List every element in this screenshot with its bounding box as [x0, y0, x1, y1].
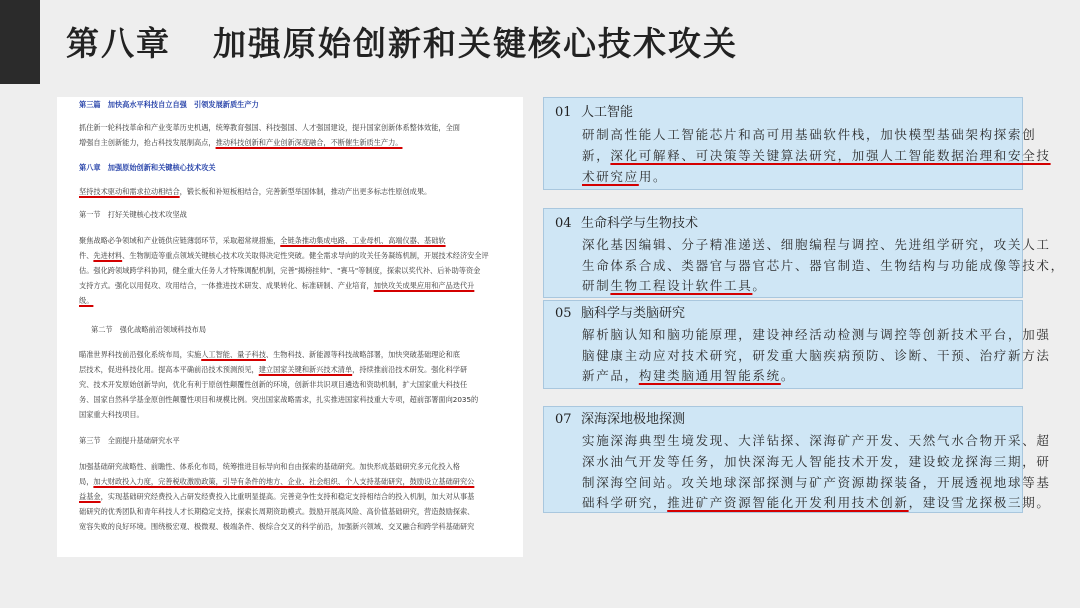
part-heading: 第三篇 加快高水平科技自立自强 引领发展新质生产力	[79, 100, 259, 109]
underline-highlight: 生物工程设计软件工具	[610, 278, 753, 293]
section-3-line-1: 加强基础研究战略性、前瞻性、体系化布局，统筹推进目标导向和自由探索的基础研究。加快形成基础研究多元化投入格	[79, 462, 460, 471]
underline-highlight: 建立国家关键和新兴技术清单	[258, 365, 353, 374]
underline-highlight: 级。	[79, 296, 94, 305]
underline-highlight: 加大财政投入力度，完善税收激励政策，引导有条件的地方、企业、社会组织、个人支持基础研究，鼓励设立基础研究公	[93, 477, 475, 486]
section-3-title: 第三节 全面提升基础研究水平	[79, 436, 180, 445]
panel-heading: 04 生命科学与生物技术	[555, 216, 699, 231]
title-accent-bar	[0, 0, 40, 84]
underline-highlight: 推动科技创新和产业创新深度融合，不断催生新质生产力。	[215, 138, 403, 147]
panel-line-3: 研制生物工程设计软件工具。	[582, 278, 767, 293]
chapter-title: 加强原始创新和关键核心技术攻关	[213, 24, 738, 63]
underline-highlight: 术研究应	[582, 169, 639, 184]
panel-artificial-intelligence	[543, 97, 1051, 190]
panel-heading: 01 人工智能	[555, 105, 634, 120]
section-2-line-3: 究、技术开发原始创新导向，优化有利于原创性颠覆性创新的环境，创新非共识项目遴选和资助机制，扩大国家重大科技任	[79, 380, 468, 389]
panel-line-1: 实施深海典型生境发现、大洋钻探、深海矿产开发、天然气水合物开采、超	[582, 433, 1051, 448]
underline-highlight: 全链条推动集成电路、工业母机、高端仪器、基础软	[280, 236, 446, 245]
slide-title	[66, 18, 738, 65]
section-2-title: 第二节 强化战略前沿领域科技布局	[91, 325, 207, 334]
underline-highlight: 人工智能、量子科技	[201, 350, 266, 359]
panel-deep-sea-exploration	[543, 406, 1051, 513]
intro-line-1: 抓住新一轮科技革命和产业变革历史机遇，统筹教育强国、科技强国、人才强国建设，提升国家创新体系整体效能，全面	[79, 123, 460, 132]
section-1-line-3: 估。强化跨领域跨学科协同，健全重大任务人才特殊调配机制，完善"揭榜挂帅"、"赛马"等制度，探索以奖代补、后补助等资金	[79, 266, 481, 275]
panel-line-1: 深化基因编辑、分子精准递送、细胞编程与调控、先进组学研究，攻关人工	[582, 237, 1051, 252]
chapter-intro: 坚持技术驱动和需求拉动相结合，锻长板和补短板相结合，完善新型举国体制，推动产出更多标志性原创成果。	[79, 187, 432, 196]
panel-line-2: 生命体系合成、类器官与器官芯片、器官制造、生物结构与功能成像等技术，	[582, 258, 1065, 273]
section-3-line-5: 宽容失败的良好环境。围绕极宏观、极微观、极端条件、极综合交叉的科学前沿，加强新兴领域、交叉融合和跨学科基础研究	[79, 522, 475, 531]
section-3-line-2: 局，加大财政投入力度，完善税收激励政策，引导有条件的地方、企业、社会组织、个人支持基础研究，鼓励设立基础研究公	[79, 477, 475, 486]
section-1-line-1: 聚焦战略必争领域和产业链供应链薄弱环节，采取超常规措施，全链条推动集成电路、工业母机、高端仪器、基础软	[79, 236, 446, 245]
document-excerpt	[57, 97, 523, 557]
underline-highlight: 构建类脑通用智能系统	[638, 368, 781, 383]
panel-line-2: 新，深化可解释、可决策等关键算法研究，加强人工智能数据治理和安全技	[582, 148, 1051, 163]
underline-highlight: 先进材料	[93, 251, 123, 260]
section-2-line-2: 层技术，促进科技化用。提高本平确前沿技术预测预见，建立国家关键和新兴技术清单，持续推前沿技术研发。强化科学研	[79, 365, 468, 374]
underline-highlight: 坚持技术驱动和需求拉动相结合	[79, 187, 180, 196]
section-3-line-3: 益基金，实现基础研究经费投入占研发经费投入比重明显提高。完善竞争性支持和稳定支持相结合的投入机制，加大对从事基	[79, 492, 475, 501]
underline-highlight: 益基金	[79, 492, 101, 501]
section-2-line-1: 瞄准世界科技前沿强化系统布局，实施人工智能、量子科技、生物科技、新能源等科技战略部署，加快突破基础理论和底	[79, 350, 460, 359]
section-1-line-4: 支持方式。强化以用促攻、攻用结合，一体推进技术研发、成果转化、标准研制、产业培育，加快攻关成果应用和产品迭代升	[79, 281, 475, 290]
section-1-line-2: 件、先进材料、生物制造等重点领域关键核心技术攻关取得决定性突破。健全需求导向的攻关任务凝练机制，开展技术经济安全评	[79, 251, 489, 260]
intro-line-2: 增强自主创新能力，抢占科技发展制高点，推动科技创新和产业创新深度融合，不断催生新质生产力。	[79, 138, 403, 147]
underline-highlight: 深化可解释、可决策等关键算法研究，加强人工智能数据治理和安全技	[610, 148, 1051, 163]
panel-line-3: 新产品，构建类脑通用智能系统。	[582, 368, 796, 383]
panel-heading: 05 脑科学与类脑研究	[555, 306, 686, 321]
panel-line-4: 础科学研究，推进矿产资源智能化开发利用技术创新，建设雪龙探极三期。	[582, 495, 1051, 510]
panel-line-1: 解析脑认知和脑功能原理，建设神经活动检测与调控等创新技术平台，加强	[582, 327, 1051, 342]
chapter-heading: 第八章 加强原始创新和关键核心技术攻关	[79, 163, 216, 172]
panel-line-2: 脑健康主动应对技术研究，研发重大脑疾病预防、诊断、干预、治疗新方法	[582, 348, 1051, 363]
panel-line-2: 深水油气开发等任务，加快深海无人智能技术开发，建设蛟龙探海三期，研	[582, 454, 1051, 469]
underline-highlight: 加快攻关成果应用和产品迭代升	[373, 281, 475, 290]
section-3-line-4: 础研究的优秀团队和青年科技人才长期稳定支持，探索长周期资助模式。鼓励开展高风险、高价值基础研究，营造鼓励探索、	[79, 507, 475, 516]
panel-line-1: 研制高性能人工智能芯片和高可用基础软件栈，加快模型基础架构探索创	[582, 127, 1037, 142]
section-2-line-4: 务、国家自然科学基金原创性颠覆性项目和规模比例。突出国家战略需求，扎实推进国家科技重大专项，超前部署面向2035的	[79, 395, 479, 404]
chapter-number: 第八章	[66, 24, 171, 63]
panel-life-science	[543, 208, 1065, 298]
panel-heading: 07 深海深地极地探测	[555, 412, 686, 427]
section-2-line-5: 国家重大科技项目。	[79, 410, 144, 419]
underline-highlight: 推进矿产资源智能化开发利用技术创新	[667, 495, 909, 510]
panel-line-3: 术研究应用。	[582, 169, 668, 184]
panel-brain-science	[543, 300, 1051, 389]
panel-line-3: 制深海空间站。攻关地球深部探测与矿产资源勘探装备，开展透视地球等基	[582, 475, 1051, 490]
section-1-line-5	[79, 296, 509, 306]
section-1-title: 第一节 打好关键核心技术攻坚战	[79, 210, 187, 219]
